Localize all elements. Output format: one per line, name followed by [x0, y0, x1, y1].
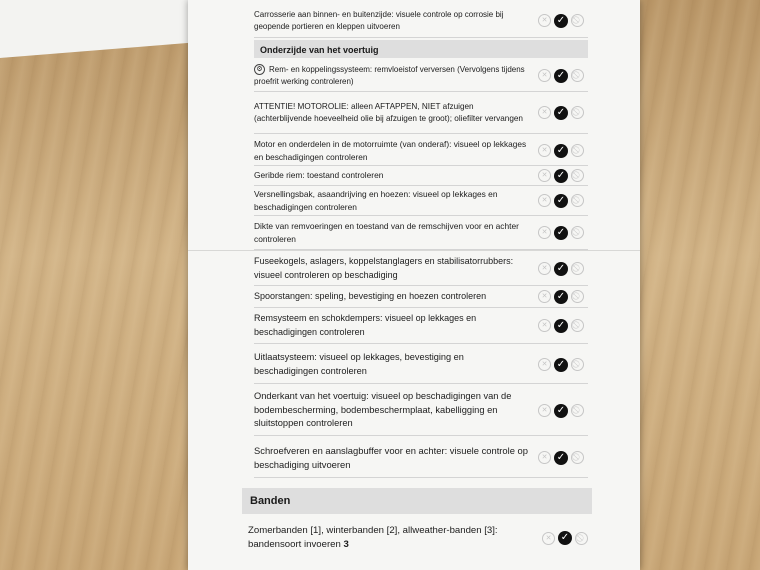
checklist-row	[254, 252, 588, 286]
check-circle-icon[interactable]: ✓	[554, 169, 568, 183]
slash-circle-icon[interactable]	[571, 262, 584, 275]
rating-group	[538, 404, 584, 418]
section-header-underside: Onderzijde van het voertuig	[254, 40, 588, 58]
rating-group	[538, 262, 584, 276]
row-text: Zomerbanden [1], winterbanden [2], allweather-banden [3]: bandensoort invoeren	[248, 525, 498, 550]
slash-circle-icon[interactable]	[571, 404, 584, 417]
x-circle-icon[interactable]: ✕	[538, 14, 551, 27]
check-circle-icon[interactable]: ✓	[554, 14, 568, 28]
slash-circle-icon[interactable]	[571, 451, 584, 464]
row-text: Dikte van remvoeringen en toestand van de remschijven voor en achter controleren	[254, 221, 519, 244]
checklist-row	[254, 386, 588, 436]
x-circle-icon[interactable]: ✕	[538, 194, 551, 207]
check-circle-icon[interactable]: ✓	[554, 358, 568, 372]
row-text: Motor en onderdelen in de motorruimte (van onderaf): visueel op lekkages en beschadigingen controleren	[254, 139, 527, 162]
check-circle-icon[interactable]: ✓	[554, 262, 568, 276]
rating-group	[538, 290, 584, 304]
checklist-row	[254, 166, 588, 186]
check-circle-icon[interactable]: ✓	[554, 226, 568, 240]
document-icon: ⚙	[254, 64, 265, 75]
x-circle-icon[interactable]: ✕	[538, 451, 551, 464]
row-text: Carrosserie aan binnen- en buitenzijde: visuele controle op corrosie bij geopende portieren en kleppen uitvoeren	[254, 9, 504, 31]
x-circle-icon[interactable]: ✕	[542, 532, 555, 545]
section-header-tyres: Banden	[242, 488, 592, 514]
x-circle-icon[interactable]: ✕	[538, 319, 551, 332]
x-circle-icon[interactable]: ✕	[538, 358, 551, 371]
checklist-row	[254, 4, 588, 38]
x-circle-icon[interactable]: ✕	[538, 226, 551, 239]
checklist-row	[254, 438, 588, 478]
rating-group	[538, 169, 584, 183]
x-circle-icon[interactable]: ✕	[538, 169, 551, 182]
slash-circle-icon[interactable]	[571, 169, 584, 182]
checklist-row	[254, 286, 588, 308]
rating-group	[538, 319, 584, 333]
slash-circle-icon[interactable]	[575, 532, 588, 545]
check-circle-icon[interactable]: ✓	[554, 144, 568, 158]
rating-group	[538, 69, 584, 83]
rating-group	[538, 358, 584, 372]
row-text: Remsysteem en schokdempers: visueel op lekkages en beschadigingen controleren	[254, 313, 477, 337]
row-text: Versnellingsbak, asaandrijving en hoezen: visueel op lekkages en beschadigingen controleren	[254, 189, 498, 212]
slash-circle-icon[interactable]	[571, 226, 584, 239]
row-text: Spoorstangen: speling, bevestiging en hoezen controleren	[254, 290, 487, 301]
x-circle-icon[interactable]: ✕	[538, 262, 551, 275]
check-circle-icon[interactable]: ✓	[554, 319, 568, 333]
row-text: Rem- en koppelingssysteem: remvloeistof verversen (Vervolgens tijdens proefrit werking controleren)	[254, 64, 525, 86]
checklist-row	[254, 136, 588, 166]
slash-circle-icon[interactable]	[571, 14, 584, 27]
checklist-row	[254, 92, 588, 134]
row-text: Fuseekogels, aslagers, koppelstanglagers en stabilisatorrubbers: visueel controleren op beschadiging	[254, 256, 514, 280]
rating-group	[538, 451, 584, 465]
row-text: Uitlaatsysteem: visueel op lekkages, bevestiging en beschadigingen controleren	[254, 352, 464, 376]
check-circle-icon[interactable]: ✓	[554, 106, 568, 120]
row-text: ATTENTIE! MOTOROLIE: alleen AFTAPPEN, NIET afzuigen (achterblijvende hoeveelheid olie bij afzuigen te groot); oliefilter vervangen	[254, 101, 523, 123]
rating-group	[538, 14, 584, 28]
check-circle-icon[interactable]: ✓	[554, 451, 568, 465]
checklist-row	[254, 186, 588, 216]
tyre-type-value[interactable]: 3	[343, 539, 349, 550]
x-circle-icon[interactable]: ✕	[538, 69, 551, 82]
checklist-row	[254, 346, 588, 384]
slash-circle-icon[interactable]	[571, 69, 584, 82]
slash-circle-icon[interactable]	[571, 106, 584, 119]
rating-group	[542, 531, 588, 545]
checklist-row	[254, 216, 588, 250]
slash-circle-icon[interactable]	[571, 144, 584, 157]
check-circle-icon[interactable]: ✓	[554, 404, 568, 418]
row-text: Schroefveren en aanslagbuffer voor en achter: visuele controle op beschadiging uitvoeren	[254, 444, 528, 470]
x-circle-icon[interactable]: ✕	[538, 404, 551, 417]
x-circle-icon[interactable]: ✕	[538, 106, 551, 119]
rating-group	[538, 226, 584, 240]
check-circle-icon[interactable]: ✓	[558, 531, 572, 545]
slash-circle-icon[interactable]	[571, 358, 584, 371]
check-circle-icon[interactable]: ✓	[554, 194, 568, 208]
slash-circle-icon[interactable]	[571, 290, 584, 303]
row-text: Geribde riem: toestand controleren	[254, 170, 384, 181]
rating-group	[538, 144, 584, 158]
rating-group	[538, 194, 584, 208]
check-circle-icon[interactable]: ✓	[554, 69, 568, 83]
x-circle-icon[interactable]: ✕	[538, 290, 551, 303]
checklist-row	[254, 308, 588, 344]
checklist-row	[248, 518, 592, 558]
row-text: Onderkant van het voertuig: visueel op beschadigingen van de bodembescherming, bodembeschermplaat, kabelligging en sluitstoppen controleren	[254, 391, 512, 429]
slash-circle-icon[interactable]	[571, 194, 584, 207]
checklist-row	[254, 60, 588, 92]
check-circle-icon[interactable]: ✓	[554, 290, 568, 304]
slash-circle-icon[interactable]	[571, 319, 584, 332]
rating-group	[538, 106, 584, 120]
x-circle-icon[interactable]: ✕	[538, 144, 551, 157]
service-checklist-sheet	[188, 0, 640, 570]
